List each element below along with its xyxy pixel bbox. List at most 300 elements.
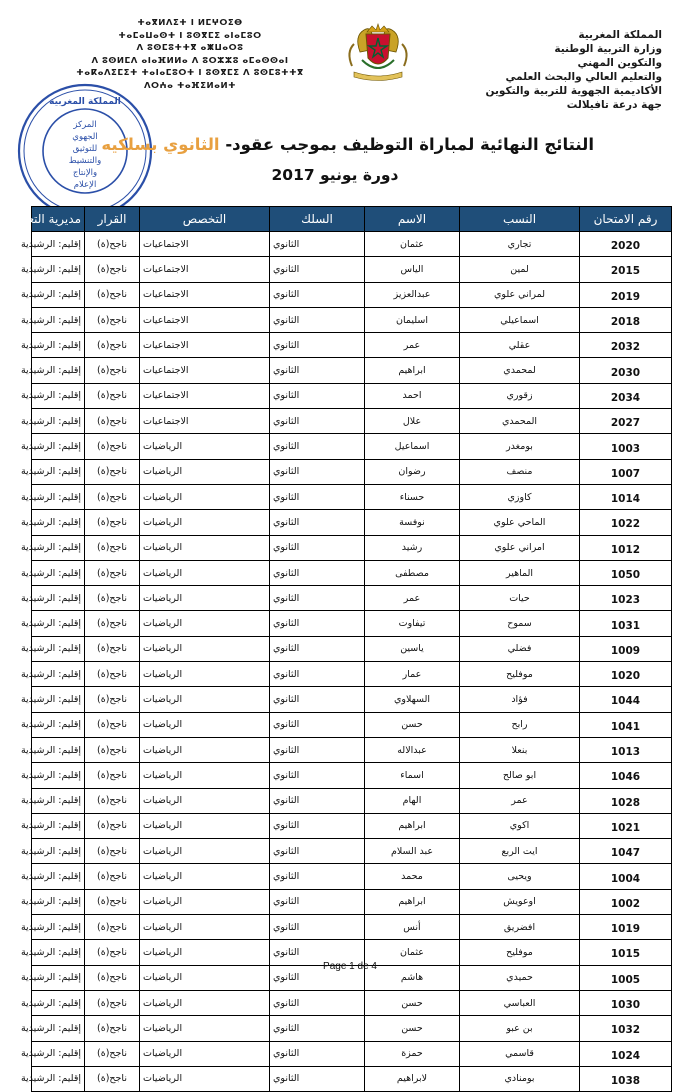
- family-name-cell: حميدي: [460, 965, 580, 990]
- exam-number-cell: 2019: [580, 282, 672, 307]
- decision-cell: ناجح(ة): [85, 763, 140, 788]
- decision-cell: ناجح(ة): [85, 864, 140, 889]
- ministry-header-arabic: [402, 28, 662, 112]
- decision-cell: ناجح(ة): [85, 535, 140, 560]
- cycle-cell: الثانوي: [270, 915, 365, 940]
- specialty-cell: الاجتماعيات: [140, 409, 270, 434]
- header-line: والتكوين المهني: [577, 57, 662, 69]
- stamp-inner-text: الجهوي: [72, 132, 98, 142]
- family-name-cell: كاوزي: [460, 484, 580, 509]
- table-row: [32, 560, 672, 585]
- exam-number-cell: 1014: [580, 484, 672, 509]
- exam-number-cell: 1013: [580, 737, 672, 762]
- decision-cell: ناجح(ة): [85, 459, 140, 484]
- cycle-cell: الثانوي: [270, 383, 365, 408]
- cycle-cell: الثانوي: [270, 358, 365, 383]
- cycle-cell: الثانوي: [270, 712, 365, 737]
- family-name-cell: امراني علوي: [460, 535, 580, 560]
- directorate-cell: إقليم: الرشيدية: [32, 257, 85, 282]
- table-row: [32, 662, 672, 687]
- page-title: [74, 135, 594, 154]
- cycle-cell: الثانوي: [270, 662, 365, 687]
- exam-number-cell: 1004: [580, 864, 672, 889]
- specialty-cell: الاجتماعيات: [140, 333, 270, 358]
- first-name-cell: عبدالاله: [365, 737, 460, 762]
- directorate-cell: إقليم: الرشيدية: [32, 358, 85, 383]
- specialty-cell: الرياضيات: [140, 636, 270, 661]
- cycle-cell: الثانوي: [270, 307, 365, 332]
- family-name-cell: تجاري: [460, 232, 580, 257]
- specialty-cell: الرياضيات: [140, 712, 270, 737]
- first-name-cell: حسن: [365, 1016, 460, 1041]
- exam-number-cell: 1015: [580, 940, 672, 965]
- specialty-cell: الرياضيات: [140, 687, 270, 712]
- cycle-cell: الثانوي: [270, 687, 365, 712]
- first-name-cell: رضوان: [365, 459, 460, 484]
- family-name-cell: رابح: [460, 712, 580, 737]
- header-line: والتعليم العالي والبحث العلمي: [505, 71, 662, 83]
- column-header-cycle: السلك: [270, 207, 365, 232]
- decision-cell: ناجح(ة): [85, 434, 140, 459]
- exam-number-cell: 1038: [580, 1066, 672, 1091]
- family-name-cell: لمحمدي: [460, 358, 580, 383]
- first-name-cell: تيفاوت: [365, 611, 460, 636]
- header-line: ⵜⴰⴳⵍⴷⵉⵜ ⵏ ⵍⵎⵖⵔⵉⴱ: [137, 18, 243, 28]
- stamp-inner-text: للتوثيق: [72, 144, 98, 154]
- first-name-cell: عثمان: [365, 940, 460, 965]
- first-name-cell: اسماء: [365, 763, 460, 788]
- decision-cell: ناجح(ة): [85, 990, 140, 1015]
- exam-number-cell: 1024: [580, 1041, 672, 1066]
- family-name-cell: بومغدر: [460, 434, 580, 459]
- column-header-decision: القرار: [85, 207, 140, 232]
- decision-cell: ناجح(ة): [85, 965, 140, 990]
- first-name-cell: اسماعيل: [365, 434, 460, 459]
- exam-number-cell: 1003: [580, 434, 672, 459]
- directorate-cell: إقليم: الرشيدية: [32, 864, 85, 889]
- family-name-cell: اوعويش: [460, 889, 580, 914]
- header-line: ⴷⵔⵄⴰ ⵜⴰⴼⵉⵍⴰⵍⵜ: [143, 80, 237, 91]
- directorate-cell: إقليم: الرشيدية: [32, 737, 85, 762]
- exam-number-cell: 2027: [580, 409, 672, 434]
- cycle-cell: الثانوي: [270, 484, 365, 509]
- specialty-cell: الرياضيات: [140, 839, 270, 864]
- first-name-cell: الهام: [365, 788, 460, 813]
- table-row: [32, 409, 672, 434]
- first-name-cell: عمر: [365, 333, 460, 358]
- decision-cell: ناجح(ة): [85, 383, 140, 408]
- exam-number-cell: 1041: [580, 712, 672, 737]
- exam-number-cell: 1019: [580, 915, 672, 940]
- decision-cell: ناجح(ة): [85, 940, 140, 965]
- family-name-cell: عمر: [460, 788, 580, 813]
- exam-number-cell: 1044: [580, 687, 672, 712]
- cycle-cell: الثانوي: [270, 434, 365, 459]
- family-name-cell: ويحيى: [460, 864, 580, 889]
- directorate-cell: إقليم: الرشيدية: [32, 712, 85, 737]
- table-row: [32, 687, 672, 712]
- directorate-cell: إقليم: الرشيدية: [32, 889, 85, 914]
- specialty-cell: الرياضيات: [140, 560, 270, 585]
- specialty-cell: الرياضيات: [140, 737, 270, 762]
- directorate-cell: إقليم: الرشيدية: [32, 1066, 85, 1091]
- directorate-cell: إقليم: الرشيدية: [32, 459, 85, 484]
- cycle-cell: الثانوي: [270, 990, 365, 1015]
- exam-number-cell: 1030: [580, 990, 672, 1015]
- header-line: ⵜⴰⵎⴰⵡⴰⵙⵜ ⵏ ⵓⵙⴳⵎⵉ ⴰⵏⴰⵎⵓⵔ: [118, 30, 262, 41]
- table-row: [32, 333, 672, 358]
- first-name-cell: السهلاوي: [365, 687, 460, 712]
- specialty-cell: الرياضيات: [140, 662, 270, 687]
- cycle-cell: الثانوي: [270, 813, 365, 838]
- decision-cell: ناجح(ة): [85, 257, 140, 282]
- specialty-cell: الرياضيات: [140, 1066, 270, 1091]
- specialty-cell: الرياضيات: [140, 990, 270, 1015]
- table-row: [32, 484, 672, 509]
- specialty-cell: الرياضيات: [140, 1041, 270, 1066]
- column-header-first-name: الاسم: [365, 207, 460, 232]
- exam-number-cell: 1012: [580, 535, 672, 560]
- title-prefix: النتائج النهائية لمباراة التوظيف بموجب عقود-: [219, 135, 594, 154]
- table-row: [32, 232, 672, 257]
- cycle-cell: الثانوي: [270, 737, 365, 762]
- cycle-cell: الثانوي: [270, 560, 365, 585]
- specialty-cell: الرياضيات: [140, 459, 270, 484]
- first-name-cell: ابراهيم: [365, 889, 460, 914]
- specialty-cell: الاجتماعيات: [140, 232, 270, 257]
- directorate-cell: إقليم: الرشيدية: [32, 1016, 85, 1041]
- directorate-cell: إقليم: الرشيدية: [32, 662, 85, 687]
- first-name-cell: ابراهيم: [365, 813, 460, 838]
- specialty-cell: الرياضيات: [140, 484, 270, 509]
- cycle-cell: الثانوي: [270, 232, 365, 257]
- decision-cell: ناجح(ة): [85, 1066, 140, 1091]
- specialty-cell: الاجتماعيات: [140, 282, 270, 307]
- title-highlight: الثانوي بسلكيه: [101, 135, 220, 154]
- family-name-cell: لمراني علوي: [460, 282, 580, 307]
- cycle-cell: الثانوي: [270, 1041, 365, 1066]
- table-row: [32, 434, 672, 459]
- decision-cell: ناجح(ة): [85, 611, 140, 636]
- family-name-cell: موفليح: [460, 940, 580, 965]
- directorate-cell: إقليم: الرشيدية: [32, 434, 85, 459]
- first-name-cell: ياسين: [365, 636, 460, 661]
- exam-number-cell: 1009: [580, 636, 672, 661]
- first-name-cell: حمزة: [365, 1041, 460, 1066]
- family-name-cell: اكوي: [460, 813, 580, 838]
- specialty-cell: الرياضيات: [140, 535, 270, 560]
- directorate-cell: إقليم: الرشيدية: [32, 990, 85, 1015]
- table-row: [32, 358, 672, 383]
- decision-cell: ناجح(ة): [85, 358, 140, 383]
- cycle-cell: الثانوي: [270, 333, 365, 358]
- cycle-cell: الثانوي: [270, 1016, 365, 1041]
- results-table: [11, 206, 672, 1092]
- decision-cell: ناجح(ة): [85, 510, 140, 535]
- decision-cell: ناجح(ة): [85, 1016, 140, 1041]
- decision-cell: ناجح(ة): [85, 813, 140, 838]
- family-name-cell: سموح: [460, 611, 580, 636]
- family-name-cell: اسماعيلي: [460, 307, 580, 332]
- cycle-cell: الثانوي: [270, 788, 365, 813]
- directorate-cell: إقليم: الرشيدية: [32, 484, 85, 509]
- directorate-cell: إقليم: الرشيدية: [32, 560, 85, 585]
- decision-cell: ناجح(ة): [85, 560, 140, 585]
- decision-cell: ناجح(ة): [85, 307, 140, 332]
- specialty-cell: الرياضيات: [140, 788, 270, 813]
- specialty-cell: الرياضيات: [140, 586, 270, 611]
- column-header-specialty: التخصص: [140, 207, 270, 232]
- header-line: ⴷ ⵓⵙⵎⵓⵜⵜⴳ ⴰⵥⵡⴰⵔⵓ: [136, 43, 244, 53]
- first-name-cell: عبد السلام: [365, 839, 460, 864]
- first-name-cell: نوفسة: [365, 510, 460, 535]
- directorate-cell: إقليم: الرشيدية: [32, 788, 85, 813]
- directorate-cell: إقليم: الرشيدية: [32, 586, 85, 611]
- table-row: [32, 586, 672, 611]
- specialty-cell: الرياضيات: [140, 1016, 270, 1041]
- cycle-cell: الثانوي: [270, 535, 365, 560]
- exam-number-cell: 2015: [580, 257, 672, 282]
- family-name-cell: ايت الربع: [460, 839, 580, 864]
- first-name-cell: حسن: [365, 712, 460, 737]
- family-name-cell: ابو صالح: [460, 763, 580, 788]
- exam-number-cell: 1023: [580, 586, 672, 611]
- page-number: Page 1 de 4: [323, 961, 377, 972]
- first-name-cell: حسن: [365, 990, 460, 1015]
- exam-number-cell: 1032: [580, 1016, 672, 1041]
- family-name-cell: موفليح: [460, 662, 580, 687]
- table-row: [32, 307, 672, 332]
- decision-cell: ناجح(ة): [85, 333, 140, 358]
- first-name-cell: لابراهيم: [365, 1066, 460, 1091]
- exam-number-cell: 1047: [580, 839, 672, 864]
- exam-number-cell: 2034: [580, 383, 672, 408]
- specialty-cell: الرياضيات: [140, 763, 270, 788]
- cycle-cell: الثانوي: [270, 459, 365, 484]
- specialty-cell: الاجتماعيات: [140, 307, 270, 332]
- first-name-cell: رشيد: [365, 535, 460, 560]
- cycle-cell: الثانوي: [270, 409, 365, 434]
- table-row: [32, 915, 672, 940]
- family-name-cell: قاسمي: [460, 1041, 580, 1066]
- decision-cell: ناجح(ة): [85, 915, 140, 940]
- decision-cell: ناجح(ة): [85, 839, 140, 864]
- exam-number-cell: 1021: [580, 813, 672, 838]
- decision-cell: ناجح(ة): [85, 1041, 140, 1066]
- directorate-cell: إقليم: الرشيدية: [32, 1041, 85, 1066]
- directorate-cell: إقليم: الرشيدية: [32, 965, 85, 990]
- header-line: الأكاديمية الجهوية للتربية والتكوين: [485, 85, 662, 97]
- table-row: [32, 257, 672, 282]
- decision-cell: ناجح(ة): [85, 409, 140, 434]
- header-line: المملكة المغربية: [578, 29, 662, 41]
- directorate-cell: إقليم: الرشيدية: [32, 813, 85, 838]
- table-row: [32, 383, 672, 408]
- table-row: [32, 889, 672, 914]
- first-name-cell: عبدالعزيز: [365, 282, 460, 307]
- table-row: [32, 788, 672, 813]
- decision-cell: ناجح(ة): [85, 889, 140, 914]
- specialty-cell: الاجتماعيات: [140, 358, 270, 383]
- specialty-cell: الرياضيات: [140, 434, 270, 459]
- directorate-cell: إقليم: الرشيدية: [32, 636, 85, 661]
- table-row: [32, 990, 672, 1015]
- exam-number-cell: 1046: [580, 763, 672, 788]
- directorate-cell: إقليم: الرشيدية: [32, 409, 85, 434]
- family-name-cell: فضلي: [460, 636, 580, 661]
- first-name-cell: أنس: [365, 915, 460, 940]
- first-name-cell: عثمان: [365, 232, 460, 257]
- coat-of-arms-emblem: [324, 22, 432, 84]
- cycle-cell: الثانوي: [270, 763, 365, 788]
- specialty-cell: الاجتماعيات: [140, 383, 270, 408]
- cycle-cell: الثانوي: [270, 586, 365, 611]
- table-row: [32, 712, 672, 737]
- family-name-cell: بن عبو: [460, 1016, 580, 1041]
- specialty-cell: الرياضيات: [140, 940, 270, 965]
- table-row: [32, 510, 672, 535]
- header-line: جهة درعة تافيلالت: [566, 99, 662, 111]
- directorate-cell: إقليم: الرشيدية: [32, 510, 85, 535]
- family-name-cell: منصف: [460, 459, 580, 484]
- directorate-cell: إقليم: الرشيدية: [32, 232, 85, 257]
- decision-cell: ناجح(ة): [85, 636, 140, 661]
- directorate-cell: إقليم: الرشيدية: [32, 763, 85, 788]
- header-line: ⵜⴰⴽⴰⴷⵉⵎⵉⵜ ⵜⴰⵏⴰⵎⵓⵔⵜ ⵏ ⵓⵙⴳⵎⵉ ⴷ ⵓⵙⵎⵓⵜⵜⴳ: [76, 68, 304, 78]
- stamp-inner-text: والإنتاج: [72, 168, 98, 178]
- specialty-cell: الرياضيات: [140, 889, 270, 914]
- specialty-cell: الاجتماعيات: [140, 257, 270, 282]
- first-name-cell: مصطفى: [365, 560, 460, 585]
- header-line: وزارة التربية الوطنية: [554, 43, 662, 55]
- cycle-cell: الثانوي: [270, 1066, 365, 1091]
- first-name-cell: الياس: [365, 257, 460, 282]
- family-name-cell: العباسي: [460, 990, 580, 1015]
- session-subtitle: دورة يونيو 2017: [271, 166, 399, 184]
- directorate-cell: إقليم: الرشيدية: [32, 940, 85, 965]
- cycle-cell: الثانوي: [270, 611, 365, 636]
- family-name-cell: افضريق: [460, 915, 580, 940]
- exam-number-cell: 1007: [580, 459, 672, 484]
- family-name-cell: بومنادي: [460, 1066, 580, 1091]
- table-row: [32, 763, 672, 788]
- cycle-cell: الثانوي: [270, 864, 365, 889]
- directorate-cell: إقليم: الرشيدية: [32, 535, 85, 560]
- header-line: ⴷ ⵓⵙⵍⵎⴷ ⴰⵏⴰⴼⵍⵍⴰ ⴷ ⵓⵔⵣⵣⵓ ⴰⵎⴰⵙⵙⴰⵏ: [91, 55, 289, 66]
- family-name-cell: حيات: [460, 586, 580, 611]
- first-name-cell: حسناء: [365, 484, 460, 509]
- decision-cell: ناجح(ة): [85, 484, 140, 509]
- exam-number-cell: 1050: [580, 560, 672, 585]
- specialty-cell: الرياضيات: [140, 611, 270, 636]
- cycle-cell: الثانوي: [270, 257, 365, 282]
- family-name-cell: بنعلا: [460, 737, 580, 762]
- cycle-cell: الثانوي: [270, 940, 365, 965]
- decision-cell: ناجح(ة): [85, 737, 140, 762]
- table-row: [32, 1016, 672, 1041]
- table-row: [32, 839, 672, 864]
- directorate-cell: إقليم: الرشيدية: [32, 611, 85, 636]
- table-row: [32, 864, 672, 889]
- cycle-cell: الثانوي: [270, 965, 365, 990]
- stamp-inner-text: المركز: [73, 120, 97, 130]
- directorate-cell: إقليم: الرشيدية: [32, 282, 85, 307]
- exam-number-cell: 2030: [580, 358, 672, 383]
- directorate-cell: إقليم: الرشيدية: [32, 333, 85, 358]
- specialty-cell: الرياضيات: [140, 510, 270, 535]
- decision-cell: ناجح(ة): [85, 586, 140, 611]
- exam-number-cell: 2020: [580, 232, 672, 257]
- column-header-family-name: النسب: [460, 207, 580, 232]
- exam-number-cell: 1031: [580, 611, 672, 636]
- decision-cell: ناجح(ة): [85, 282, 140, 307]
- decision-cell: ناجح(ة): [85, 662, 140, 687]
- cycle-cell: الثانوي: [270, 510, 365, 535]
- table-row: [32, 535, 672, 560]
- first-name-cell: عمر: [365, 586, 460, 611]
- cycle-cell: الثانوي: [270, 636, 365, 661]
- family-name-cell: الماهير: [460, 560, 580, 585]
- table-row: [32, 636, 672, 661]
- exam-number-cell: 1005: [580, 965, 672, 990]
- first-name-cell: هاشم: [365, 965, 460, 990]
- family-name-cell: المحمدي: [460, 409, 580, 434]
- first-name-cell: احمد: [365, 383, 460, 408]
- exam-number-cell: 2018: [580, 307, 672, 332]
- table-row: [32, 282, 672, 307]
- directorate-cell: إقليم: الرشيدية: [32, 687, 85, 712]
- decision-cell: ناجح(ة): [85, 712, 140, 737]
- family-name-cell: فؤاد: [460, 687, 580, 712]
- first-name-cell: اسليمان: [365, 307, 460, 332]
- decision-cell: ناجح(ة): [85, 687, 140, 712]
- stamp-outer-text: المملكة المغربية: [49, 97, 121, 107]
- family-name-cell: عقلي: [460, 333, 580, 358]
- column-header-directorate: مديرية التعيين: [32, 207, 85, 232]
- table-row: [32, 1066, 672, 1091]
- first-name-cell: عمار: [365, 662, 460, 687]
- decision-cell: ناجح(ة): [85, 232, 140, 257]
- table-row: [32, 459, 672, 484]
- specialty-cell: الرياضيات: [140, 813, 270, 838]
- table-row: [32, 813, 672, 838]
- first-name-cell: محمد: [365, 864, 460, 889]
- cycle-cell: الثانوي: [270, 889, 365, 914]
- exam-number-cell: 1020: [580, 662, 672, 687]
- exam-number-cell: 1028: [580, 788, 672, 813]
- specialty-cell: الرياضيات: [140, 864, 270, 889]
- table-row: [32, 737, 672, 762]
- table-row: [32, 611, 672, 636]
- directorate-cell: إقليم: الرشيدية: [32, 307, 85, 332]
- stamp-inner-text: الإعلام: [73, 180, 97, 190]
- cycle-cell: الثانوي: [270, 839, 365, 864]
- specialty-cell: الرياضيات: [140, 915, 270, 940]
- first-name-cell: ابراهيم: [365, 358, 460, 383]
- family-name-cell: الماحي علوي: [460, 510, 580, 535]
- directorate-cell: إقليم: الرشيدية: [32, 915, 85, 940]
- family-name-cell: زقوري: [460, 383, 580, 408]
- first-name-cell: علال: [365, 409, 460, 434]
- table-header-row: [32, 207, 672, 232]
- family-name-cell: لمين: [460, 257, 580, 282]
- specialty-cell: الرياضيات: [140, 965, 270, 990]
- table-row: [32, 1041, 672, 1066]
- decision-cell: ناجح(ة): [85, 788, 140, 813]
- directorate-cell: إقليم: الرشيدية: [32, 839, 85, 864]
- exam-number-cell: 1022: [580, 510, 672, 535]
- column-header-exam-number: رقم الامتحان: [580, 207, 672, 232]
